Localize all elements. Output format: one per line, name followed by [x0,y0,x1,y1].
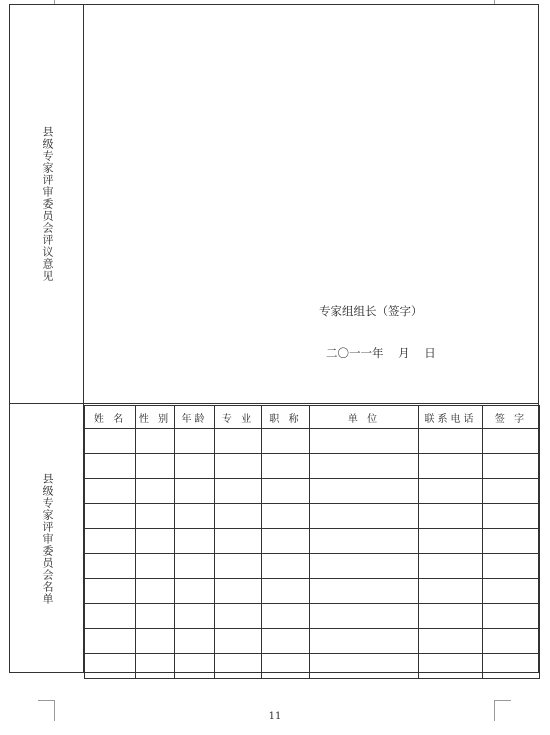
table-cell[interactable] [215,554,262,579]
header-signature: 签 字 [483,406,540,429]
table-row [85,529,540,554]
member-table [84,405,540,679]
header-phone: 联系电话 [419,406,483,429]
table-cell[interactable] [419,479,483,504]
table-cell[interactable] [136,454,175,479]
table-cell[interactable] [483,479,540,504]
table-cell[interactable] [175,529,215,554]
table-cell[interactable] [483,604,540,629]
table-cell[interactable] [85,554,136,579]
table-cell[interactable] [136,654,175,679]
table-row [85,629,540,654]
table-cell[interactable] [85,629,136,654]
table-cell[interactable] [175,604,215,629]
table-cell[interactable] [419,454,483,479]
table-cell[interactable] [175,454,215,479]
table-cell[interactable] [310,554,419,579]
table-cell[interactable] [136,629,175,654]
table-cell[interactable] [175,654,215,679]
member-table-header [85,406,540,429]
member-section-label: 县级专家评审委员会名单 [41,472,54,605]
table-cell[interactable] [262,504,310,529]
table-cell[interactable] [175,629,215,654]
table-row [85,554,540,579]
table-cell[interactable] [483,529,540,554]
header-name: 姓 名 [85,406,136,429]
table-row [85,429,540,454]
table-cell[interactable] [262,654,310,679]
table-row [85,579,540,604]
table-cell[interactable] [262,579,310,604]
table-cell[interactable] [136,604,175,629]
table-cell[interactable] [136,479,175,504]
table-cell[interactable] [483,429,540,454]
table-cell[interactable] [419,529,483,554]
table-cell[interactable] [215,479,262,504]
table-cell[interactable] [483,554,540,579]
table-cell[interactable] [85,579,136,604]
table-cell[interactable] [136,554,175,579]
table-cell[interactable] [85,479,136,504]
table-row [85,604,540,629]
table-cell[interactable] [419,504,483,529]
table-cell[interactable] [419,579,483,604]
table-cell[interactable] [310,604,419,629]
table-cell[interactable] [175,479,215,504]
table-cell[interactable] [215,504,262,529]
table-cell[interactable] [483,504,540,529]
table-cell[interactable] [310,479,419,504]
table-cell[interactable] [483,654,540,679]
table-cell[interactable] [85,454,136,479]
header-gender: 性 别 [136,406,175,429]
signature-label: 专家组组长（签字） [319,304,423,318]
table-cell[interactable] [419,604,483,629]
table-cell[interactable] [419,629,483,654]
table-row [85,654,540,679]
table-cell[interactable] [136,504,175,529]
table-cell[interactable] [483,629,540,654]
table-cell[interactable] [136,429,175,454]
table-cell[interactable] [215,604,262,629]
table-cell[interactable] [310,579,419,604]
table-cell[interactable] [215,629,262,654]
table-cell[interactable] [310,654,419,679]
table-cell[interactable] [85,504,136,529]
header-title: 职 称 [262,406,310,429]
table-cell[interactable] [175,554,215,579]
table-cell[interactable] [419,654,483,679]
table-cell[interactable] [85,529,136,554]
table-cell[interactable] [310,429,419,454]
table-cell[interactable] [483,454,540,479]
table-cell[interactable] [310,504,419,529]
table-cell[interactable] [310,629,419,654]
opinion-section-label: 县级专家评审委员会评议意见 [41,126,54,282]
table-cell[interactable] [136,529,175,554]
table-cell[interactable] [419,554,483,579]
table-cell[interactable] [85,429,136,454]
table-row [85,504,540,529]
header-age: 年龄 [175,406,215,429]
header-major: 专 业 [215,406,262,429]
form-frame [9,4,539,673]
table-cell[interactable] [483,579,540,604]
table-cell[interactable] [136,579,175,604]
table-row [85,479,540,504]
table-cell[interactable] [262,604,310,629]
page-number: 11 [268,711,282,722]
table-cell[interactable] [215,429,262,454]
table-cell[interactable] [310,529,419,554]
table-cell[interactable] [215,529,262,554]
table-row [85,454,540,479]
table-cell[interactable] [175,579,215,604]
table-cell[interactable] [85,604,136,629]
table-cell[interactable] [215,454,262,479]
table-cell[interactable] [262,429,310,454]
table-cell[interactable] [175,504,215,529]
table-cell[interactable] [310,454,419,479]
table-cell[interactable] [85,654,136,679]
table-cell[interactable] [215,654,262,679]
table-cell[interactable] [419,429,483,454]
table-cell[interactable] [262,479,310,504]
header-organization: 单 位 [310,406,419,429]
signature-date: 二〇一一年 月 日 [326,346,436,360]
table-cell[interactable] [262,554,310,579]
table-cell[interactable] [262,629,310,654]
table-cell[interactable] [215,579,262,604]
section-divider [10,403,538,404]
table-cell[interactable] [262,454,310,479]
table-cell[interactable] [175,429,215,454]
table-cell[interactable] [262,529,310,554]
